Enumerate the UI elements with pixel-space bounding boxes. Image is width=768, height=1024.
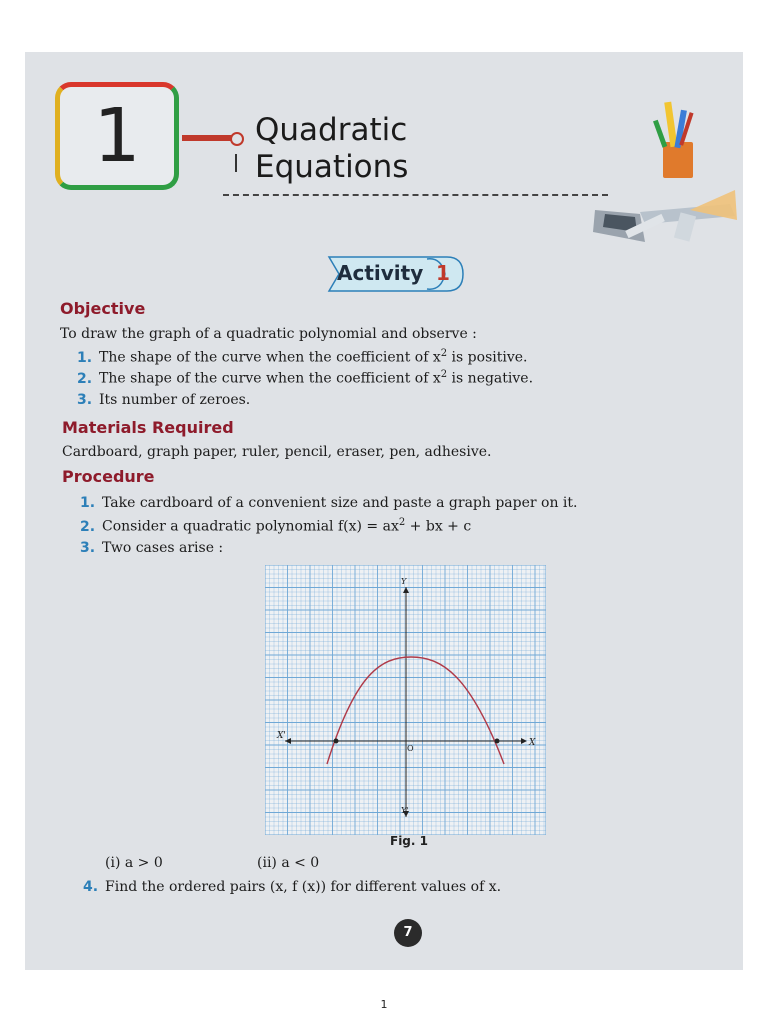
textbook-page xyxy=(25,52,743,970)
figure-caption: Fig. 1 xyxy=(390,834,428,848)
quadratic-graph xyxy=(265,565,546,835)
y-axis-label: Y xyxy=(401,577,407,586)
materials-heading: Materials Required xyxy=(62,418,234,437)
objective-item: 3. Its number of zeroes. xyxy=(77,392,251,408)
stationery-illustration-icon xyxy=(585,92,743,242)
item-number: 2. xyxy=(77,370,93,387)
page-number-badge: 7 xyxy=(394,919,422,947)
item-number: 3. xyxy=(77,392,93,408)
materials-text: Cardboard, graph paper, ruler, pencil, eraser, pen, adhesive. xyxy=(62,444,492,460)
chapter-title xyxy=(255,112,408,186)
case-positive: (i) a > 0 xyxy=(105,855,163,871)
chapter-connector xyxy=(182,135,232,141)
objective-item: 2. The shape of the curve when the coefficient of $x^2$ is negative. xyxy=(77,369,534,387)
procedure-item: 4. Find the ordered pairs (x, f (x)) for different values of x. xyxy=(83,879,502,895)
chapter-title-line2: Equations xyxy=(255,149,409,185)
item-number: 4. xyxy=(83,879,99,895)
procedure-item: 1. Take cardboard of a convenient size and paste a graph paper on it. xyxy=(80,495,578,511)
connector-ring-icon xyxy=(230,132,244,146)
objective-heading: Objective xyxy=(60,299,146,318)
zero-point-right xyxy=(495,739,500,744)
procedure-heading: Procedure xyxy=(62,467,155,486)
item-number: 1. xyxy=(77,349,93,366)
procedure-item: 3. Two cases arise : xyxy=(80,540,224,556)
origin-label: O xyxy=(407,744,414,753)
objective-item: 1. The shape of the curve when the coefficient of $x^2$ is positive. xyxy=(77,348,528,366)
x-axis-label: X xyxy=(529,738,536,748)
activity-number: 1 xyxy=(436,261,450,285)
title-tick xyxy=(235,154,237,172)
y-neg-axis-label: Y' xyxy=(401,806,409,815)
x-neg-axis-label: X' xyxy=(277,731,286,741)
title-dashed-line xyxy=(223,194,608,196)
footer-page-number: 1 xyxy=(380,998,388,1011)
item-number: 3. xyxy=(80,540,96,556)
procedure-item: 2. Consider a quadratic polynomial $f(x) = ax^2$ + bx + c xyxy=(80,517,472,535)
chapter-number-box xyxy=(55,82,179,190)
chapter-number: 1 xyxy=(93,93,141,179)
chapter-title-line1: Quadratic xyxy=(255,112,408,148)
item-number: 2. xyxy=(80,518,96,535)
zero-point-left xyxy=(334,739,339,744)
item-number: 1. xyxy=(80,495,96,511)
activity-label: Activity xyxy=(337,261,424,285)
case-negative: (ii) a < 0 xyxy=(257,855,320,871)
objective-intro: To draw the graph of a quadratic polynomial and observe : xyxy=(60,326,477,342)
